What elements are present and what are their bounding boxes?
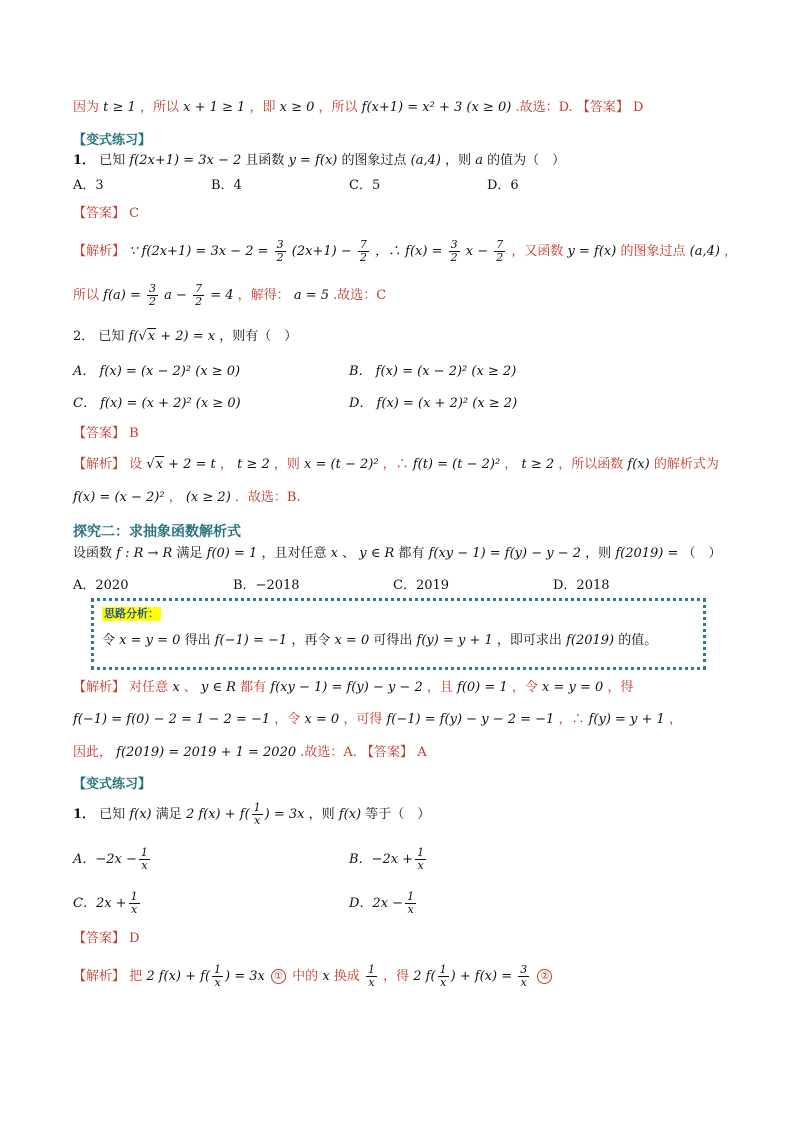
solution-line-2 xyxy=(73,710,734,730)
answer-label: 【答案】 xyxy=(73,206,126,221)
math: t ≥ 2 xyxy=(521,457,555,472)
option-c xyxy=(73,890,142,918)
math: a xyxy=(475,153,484,168)
text: 换成 xyxy=(333,969,360,984)
fraction xyxy=(193,283,204,308)
fraction xyxy=(366,964,377,989)
numerator: 3 xyxy=(276,238,284,251)
numerator: 7 xyxy=(195,282,203,295)
text: 设 xyxy=(129,457,143,472)
numerator: 1 xyxy=(417,846,425,859)
numerator: 1 xyxy=(439,963,447,976)
text: 中的 xyxy=(292,969,319,984)
numerator: 1 xyxy=(367,963,375,976)
math: (a,4) xyxy=(410,153,441,168)
option-d: D．2018 xyxy=(553,578,610,593)
denominator: 2 xyxy=(276,251,284,264)
numerator: 1 xyxy=(407,890,415,903)
fraction xyxy=(415,847,426,872)
fraction xyxy=(252,802,263,827)
text: 等于（ ） xyxy=(365,807,431,822)
fraction xyxy=(147,283,158,308)
math: = 4 xyxy=(210,288,234,303)
denominator: 2 xyxy=(496,251,504,264)
text: 且函数 xyxy=(245,153,285,168)
math: 2 f(x) + f( xyxy=(185,807,250,822)
option-b xyxy=(349,846,428,874)
math: f(x) = (x − 2)² xyxy=(73,490,165,505)
numerator: 1 xyxy=(130,890,138,903)
option-text: D．2x − xyxy=(349,896,404,911)
text: 的解析式为 xyxy=(653,457,719,472)
text: ，解得： xyxy=(237,288,290,303)
option-b: B．−2018 xyxy=(233,578,300,593)
math: 2 f( xyxy=(413,969,436,984)
text: ，再令 xyxy=(291,633,331,648)
question-number: 1． xyxy=(73,807,96,822)
option-b: B． f(x) = (x − 2)² (x ≥ 2) xyxy=(349,364,517,379)
math: f(−1) = f(0) − 2 = 1 − 2 = −1 xyxy=(73,712,271,727)
math: + 2 = t xyxy=(168,457,216,472)
text: 所以 xyxy=(73,288,100,303)
text: ，得 xyxy=(607,680,634,695)
math: f(−1) = f(y) − y − 2 = −1 xyxy=(386,712,555,727)
solution-line xyxy=(73,238,738,266)
text: ，所以 xyxy=(318,100,358,115)
text: 把 xyxy=(129,969,143,984)
math: (2x+1) − xyxy=(291,244,352,259)
question-explore2 xyxy=(73,544,734,564)
text: 令 xyxy=(102,633,116,648)
denominator: x xyxy=(141,859,148,872)
option-a: A．2020 xyxy=(73,578,129,593)
math: f(x+1) = x² + 3 (x ≥ 0) xyxy=(361,100,512,115)
top-solution-line xyxy=(73,98,734,118)
text: ，得 xyxy=(383,969,410,984)
math: x xyxy=(172,680,180,695)
math: f(2019) = 2019 + 1 = 2020 xyxy=(116,745,297,760)
text: 已知 xyxy=(99,807,126,822)
hint-box xyxy=(91,598,706,670)
math: x = 0 xyxy=(334,633,370,648)
radicand: x xyxy=(155,457,163,472)
question-number: 2． xyxy=(73,329,95,344)
text: .故选：C xyxy=(333,288,387,303)
text: 可得出 xyxy=(373,633,413,648)
text: .故选：D. xyxy=(515,100,573,115)
answer-value: D xyxy=(129,931,140,946)
answer-value: A xyxy=(417,745,427,760)
question-1 xyxy=(73,801,734,829)
math: x xyxy=(330,546,338,561)
numerator: 7 xyxy=(496,238,504,251)
text: ，所以 xyxy=(139,100,179,115)
answer-label: 【答案】 xyxy=(576,100,629,115)
text: ， xyxy=(168,490,182,505)
text: ，则有（ ） xyxy=(219,329,298,344)
math: f(−1) = −1 xyxy=(214,633,288,648)
math: t ≥ 2 xyxy=(237,457,270,472)
text: ．故选：B. xyxy=(234,490,301,505)
text: 的值为（ ） xyxy=(487,153,566,168)
option-text: C．2x + xyxy=(73,896,127,911)
option-c: C．5 xyxy=(349,178,381,193)
text: ， xyxy=(504,457,518,472)
denominator: x xyxy=(439,976,447,989)
math: y ∈ R xyxy=(359,546,395,561)
section-header: 【变式练习】 xyxy=(73,777,152,792)
fraction xyxy=(212,964,223,989)
math: (a,4) xyxy=(689,244,720,259)
option-c: C． f(x) = (x + 2)² (x ≥ 0) xyxy=(73,396,241,411)
numerator: 7 xyxy=(359,238,367,251)
fraction xyxy=(139,847,150,872)
text: 因为 xyxy=(73,100,100,115)
text: ，∴ xyxy=(558,712,585,727)
math: 2 f(x) + f( xyxy=(146,969,211,984)
hint-title: 思路分析： xyxy=(104,607,159,620)
math: ) + f(x) = xyxy=(450,969,513,984)
text: ，所以函数 xyxy=(558,457,624,472)
fraction xyxy=(449,239,460,264)
text: 设函数 xyxy=(73,546,113,561)
text: ，则 xyxy=(445,153,472,168)
math: f(2x+1) = 3x − 2 xyxy=(129,153,242,168)
fraction xyxy=(129,891,140,916)
option-a: A． f(x) = (x − 2)² (x ≥ 0) xyxy=(73,364,241,379)
radicand: x xyxy=(147,329,156,344)
option-c: C．2019 xyxy=(393,578,450,593)
math: y = f(x) xyxy=(567,244,617,259)
option-text: A．−2x − xyxy=(73,852,137,867)
text: ，令 xyxy=(274,712,301,727)
numerator: 1 xyxy=(253,801,261,814)
math: f(t) = (t − 2)² xyxy=(412,457,501,472)
math: f(y) = y + 1 xyxy=(416,633,493,648)
text: ，又函数 xyxy=(511,244,564,259)
fraction xyxy=(358,239,369,264)
section-header: 【变式练习】 xyxy=(73,133,152,148)
math: f(y) = y + 1 xyxy=(588,712,665,727)
fraction xyxy=(275,239,286,264)
math: f(2019) xyxy=(566,633,615,648)
hint-text xyxy=(102,631,657,651)
math: f(xy − 1) = f(y) − y − 2 xyxy=(270,680,423,695)
math: x = y = 0 xyxy=(541,680,604,695)
text: 满足 xyxy=(176,546,203,561)
numerator: 1 xyxy=(214,963,222,976)
solution-label: 【解析】 xyxy=(73,969,126,984)
text: 的图象过点 xyxy=(620,244,686,259)
math: t ≥ 1 xyxy=(103,100,136,115)
math: x = y = 0 xyxy=(119,633,181,648)
text: ，则 xyxy=(308,807,335,822)
option-d xyxy=(349,890,418,918)
fraction xyxy=(518,964,529,989)
math: a − xyxy=(164,288,187,303)
solution-label: 【解析】 xyxy=(73,680,126,695)
denominator: x xyxy=(214,976,221,989)
math: x + 1 ≥ 1 xyxy=(183,100,246,115)
math: y ∈ R xyxy=(200,680,236,695)
denominator: 2 xyxy=(359,251,367,264)
math: f(2019) = xyxy=(615,546,679,561)
option-d: D．6 xyxy=(487,178,519,193)
solution-line-2 xyxy=(73,488,734,508)
answer-value: B xyxy=(129,426,139,441)
text: .故选：A. xyxy=(300,745,357,760)
text: 、 xyxy=(342,546,356,561)
text: 都有 xyxy=(398,546,425,561)
math: x − xyxy=(465,244,489,259)
numerator: 3 xyxy=(450,238,458,251)
denominator: 2 xyxy=(450,251,458,264)
text: ，则 xyxy=(273,457,300,472)
answer-line xyxy=(73,204,734,224)
answer-label: 【答案】 xyxy=(361,745,414,760)
solution-line xyxy=(73,963,734,991)
sqrt-symbol: √ xyxy=(138,329,147,344)
solution-label: 【解析】 xyxy=(73,244,126,259)
fraction xyxy=(494,239,505,264)
math: x = (t − 2)² xyxy=(304,457,379,472)
answer-label: 【答案】 xyxy=(73,931,126,946)
question-1 xyxy=(73,151,734,171)
denominator: x xyxy=(417,859,424,872)
math: ，∴ f(x) = xyxy=(375,244,443,259)
text: 因此， xyxy=(73,745,113,760)
text: 得出 xyxy=(184,633,211,648)
text: 已知 xyxy=(98,329,125,344)
denominator: 2 xyxy=(195,295,203,308)
text: 都有 xyxy=(240,680,267,695)
math: f(x) xyxy=(129,807,152,822)
option-text: B．−2x + xyxy=(349,852,414,867)
text: ， xyxy=(668,712,682,727)
text: 、 xyxy=(183,680,197,695)
text: 的图象过点 xyxy=(341,153,407,168)
math: + 2) = x xyxy=(160,329,216,344)
math: f(x) xyxy=(627,457,650,472)
math: f(0) = 1 xyxy=(457,680,508,695)
text: ，且对任意 xyxy=(261,546,327,561)
solution-label: 【解析】 xyxy=(73,457,126,472)
math: y = f(x) xyxy=(288,153,338,168)
text: ，即 xyxy=(249,100,276,115)
denominator: x xyxy=(254,814,261,827)
option-a xyxy=(73,846,152,874)
math: (x ≥ 2) xyxy=(185,490,231,505)
math: ) = 3x xyxy=(264,807,305,822)
text: ， xyxy=(724,244,738,259)
denominator: x xyxy=(368,976,375,989)
answer-line xyxy=(73,929,734,949)
option-d: D． f(x) = (x + 2)² (x ≥ 2) xyxy=(349,396,518,411)
numerator: 3 xyxy=(520,963,528,976)
answer-line xyxy=(73,424,734,444)
math: f(0) = 1 xyxy=(206,546,258,561)
text: 满足 xyxy=(155,807,182,822)
text: ， xyxy=(219,457,233,472)
math: f(x) xyxy=(338,807,362,822)
math: f : R → R xyxy=(116,546,173,561)
solution-line-3 xyxy=(73,743,734,763)
solution-line-2 xyxy=(73,282,734,310)
question-number: 1． xyxy=(73,153,96,168)
answer-value: D xyxy=(632,100,644,115)
math: f(a) = xyxy=(103,288,141,303)
section-header: 探究二：求抽象函数解析式 xyxy=(73,524,241,540)
circled-number-icon: ① xyxy=(271,969,286,984)
option-a: A．3 xyxy=(73,178,104,193)
numerator: 3 xyxy=(149,282,157,295)
denominator: x xyxy=(407,903,414,916)
text: （ ） xyxy=(682,546,722,561)
fraction xyxy=(438,964,449,989)
answer-value: C xyxy=(129,206,140,221)
sqrt-symbol: √ xyxy=(146,457,155,472)
option-b: B．4 xyxy=(211,178,242,193)
solution-line xyxy=(73,678,734,698)
text: ，令 xyxy=(511,680,538,695)
math: a = 5 xyxy=(293,288,330,303)
fraction xyxy=(405,891,416,916)
denominator: x xyxy=(130,903,138,916)
solution-line xyxy=(73,455,734,475)
numerator: 1 xyxy=(140,846,148,859)
denominator: x xyxy=(520,976,527,989)
text: ，即可求出 xyxy=(496,633,562,648)
question-2 xyxy=(73,327,734,347)
denominator: 2 xyxy=(149,295,157,308)
circled-number-icon: ② xyxy=(537,969,552,984)
text: 已知 xyxy=(99,153,126,168)
text: 对任意 xyxy=(129,680,169,695)
math: f(xy − 1) = f(y) − y − 2 xyxy=(428,546,582,561)
math: ∵ f(2x+1) = 3x − 2 = xyxy=(129,244,269,259)
math: ) = 3x xyxy=(225,969,265,984)
text: ，∴ xyxy=(382,457,409,472)
math: x = 0 xyxy=(304,712,340,727)
text: 的值。 xyxy=(618,633,658,648)
math: x xyxy=(322,969,330,984)
answer-label: 【答案】 xyxy=(73,426,126,441)
text: ，则 xyxy=(585,546,612,561)
math: f( xyxy=(128,329,139,344)
text: ，可得 xyxy=(343,712,383,727)
math: x ≥ 0 xyxy=(279,100,315,115)
text: ，且 xyxy=(426,680,453,695)
